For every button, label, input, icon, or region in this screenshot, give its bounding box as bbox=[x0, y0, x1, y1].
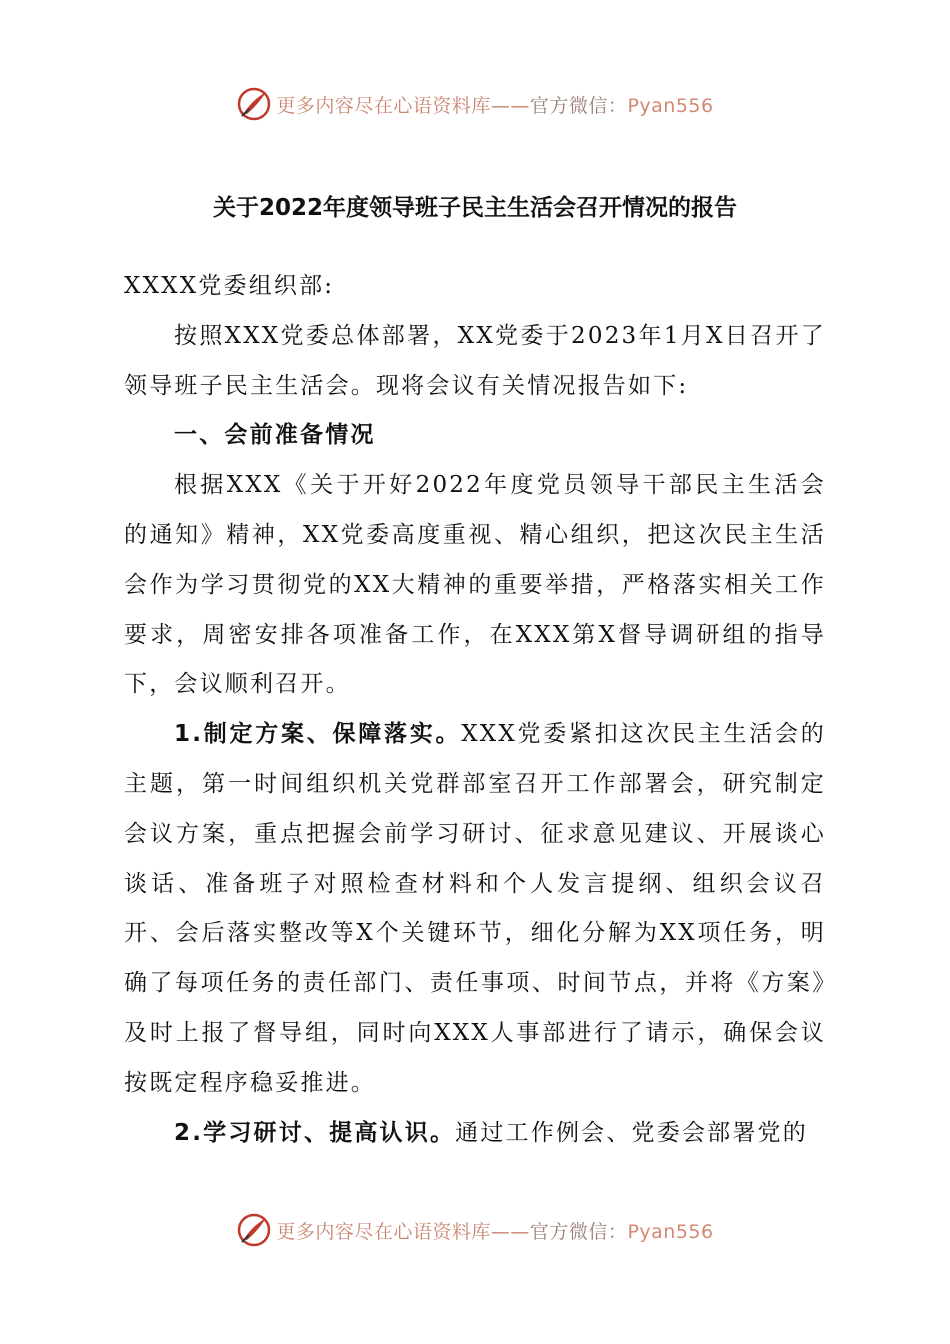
item1-body: XXX党委紧扣这次民主生活会的主题，第一时间组织机关党群部室召开工作部署会，研究制定会议方案，重点把握会前学习研讨、征求意见建议、开展谈心谈话、准备班子对照检查材料和个人发言提纲、组织会议召开、会后落实整改等X个关键环节，细化分解为XX项任务，明确了每项任务的责任部门、责任事项、时间节点，并将《方案》及时上报了督导组，同时向XXX人事部进行了请示，确保会议按既定程序稳妥推进。 bbox=[124, 721, 826, 1096]
watermark-wechat-id: Pyan556 bbox=[627, 1220, 714, 1243]
watermark-dash: —— bbox=[490, 1220, 530, 1243]
quill-logo-icon bbox=[236, 86, 272, 122]
document-body bbox=[124, 190, 826, 1158]
intro-paragraph: 按照XXX党委总体部署，XX党委于2023年1月X日召开了领导班子民主生活会。现将会议有关情况报告如下: bbox=[124, 322, 826, 399]
section1-heading: 一、会前准备情况 bbox=[174, 422, 376, 449]
watermark-banner-bottom bbox=[0, 1208, 950, 1252]
watermark-text: 更多内容尽在心语资料库 bbox=[276, 1220, 491, 1243]
item2-paragraph bbox=[124, 1109, 826, 1159]
watermark-wechat-id: Pyan556 bbox=[627, 94, 714, 117]
salutation: XXXX党委组织部: bbox=[124, 273, 335, 299]
quill-logo-icon bbox=[236, 1212, 272, 1248]
document-title: 关于2022年度领导班子民主生活会召开情况的报告 bbox=[212, 195, 737, 221]
watermark-text: 更多内容尽在心语资料库 bbox=[276, 94, 491, 117]
section1-paragraph: 根据XXX《关于开好2022年度党员领导干部民主生活会的通知》精神，XX党委高度重视、精心组织，把这次民主生活会作为学习贯彻党的XX大精神的重要举措，严格落实相关工作要求，周密安排各项准备工作，在XXX第X督导调研组的指导下，会议顺利召开。 bbox=[124, 472, 826, 698]
item2-body: 通过工作例会、党委会部署党的 bbox=[455, 1119, 808, 1146]
watermark-dash: —— bbox=[490, 94, 530, 117]
item1-paragraph bbox=[124, 710, 826, 1108]
watermark-banner-top bbox=[0, 82, 950, 126]
watermark-wechat-label: 官方微信： bbox=[529, 1220, 628, 1243]
watermark-wechat-label: 官方微信： bbox=[529, 94, 628, 117]
item1-lead: 1.制定方案、保障落实。 bbox=[174, 721, 462, 748]
item2-lead: 2.学习研讨、提高认识。 bbox=[174, 1119, 456, 1146]
